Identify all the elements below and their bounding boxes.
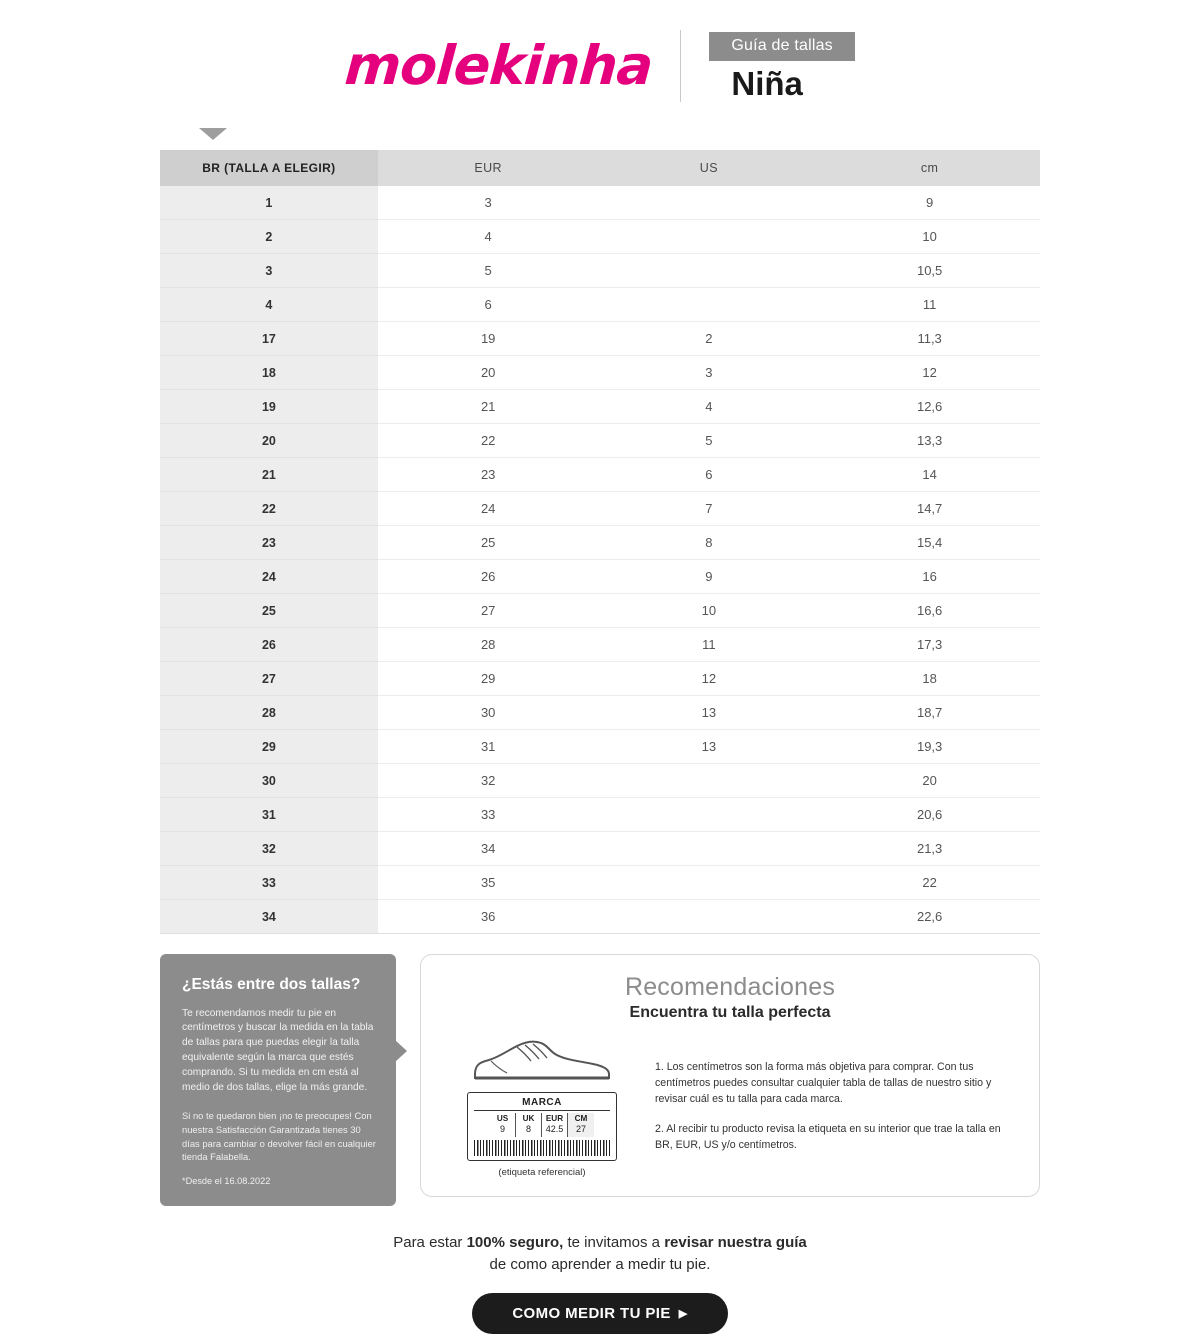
cell-eur: 4 [378,220,599,254]
recommendations-subtitle: Encuentra tu talla perfecta [629,1004,831,1021]
header-divider [680,30,681,102]
cell-us [599,220,820,254]
tag-caption: (etiqueta referencial) [498,1166,586,1178]
footer-line-2: de como aprender a medir tu pie. [489,1256,711,1274]
cell-cm: 14,7 [819,492,1040,526]
size-label-tag [467,1092,617,1161]
cell-cm: 12 [819,356,1040,390]
cell-br: 2 [160,220,378,254]
table-header-eur: EUR [378,150,599,186]
page-title: Niña [731,65,803,102]
cell-cm: 22 [819,866,1040,900]
cell-br: 3 [160,254,378,288]
cell-cm: 16,6 [819,594,1040,628]
card-pointer-icon [395,1040,407,1062]
cell-us [599,832,820,866]
cell-br: 31 [160,798,378,832]
header-title-group [709,32,855,100]
between-sizes-note: Si no te quedaron bien ¡no te preocupes! Con nuestra Satisfacción Garantizada tienes 30 días para cambiar o devolver fácil en cualquier tienda Falabella. [182,1110,376,1163]
cell-br: 23 [160,526,378,560]
brand-logo: molekinha [342,34,655,97]
table-header-br: BR (TALLA A ELEGIR) [160,150,378,186]
cell-cm: 21,3 [819,832,1040,866]
cell-cm: 11,3 [819,322,1040,356]
cell-us: 3 [599,356,820,390]
cell-eur: 21 [378,390,599,424]
table-header-us: US [599,150,820,186]
table-row [160,696,1040,730]
cell-eur: 6 [378,288,599,322]
tag-header-eur: EUR [545,1114,564,1123]
tag-value-eur: 42.5 [545,1124,564,1135]
cell-eur: 30 [378,696,599,730]
cell-cm: 20,6 [819,798,1040,832]
page-header [0,0,1200,102]
cell-eur: 33 [378,798,599,832]
cell-eur: 35 [378,866,599,900]
size-table-wrapper [160,150,1040,934]
cell-us: 4 [599,390,820,424]
cell-us [599,866,820,900]
cell-br: 1 [160,186,378,220]
footer-text-d: revisar nuestra guía [664,1233,807,1251]
footer-line-1 [160,1232,1040,1255]
cell-eur: 36 [378,900,599,934]
cell-cm: 18,7 [819,696,1040,730]
table-row [160,322,1040,356]
cell-eur: 5 [378,254,599,288]
barcode-icon [474,1140,610,1156]
label-illustration [447,1034,637,1178]
table-row [160,390,1040,424]
cell-br: 24 [160,560,378,594]
footer-text-b: 100% seguro, [466,1233,564,1251]
cell-eur: 27 [378,594,599,628]
cell-br: 27 [160,662,378,696]
cell-cm: 15,4 [819,526,1040,560]
cell-eur: 24 [378,492,599,526]
cell-br: 4 [160,288,378,322]
tag-header-us: US [496,1114,509,1123]
table-row [160,866,1040,900]
cell-cm: 12,6 [819,390,1040,424]
cell-us [599,288,820,322]
tag-col-eur [542,1113,568,1137]
chevron-right-icon: ▶ [678,1307,688,1320]
table-row [160,356,1040,390]
cell-cm: 19,3 [819,730,1040,764]
cell-us: 7 [599,492,820,526]
cell-cm: 14 [819,458,1040,492]
table-row [160,662,1040,696]
cell-eur: 23 [378,458,599,492]
tag-value-us: 9 [499,1124,505,1135]
between-sizes-paragraph: Te recomendamos medir tu pie en centímetros y buscar la medida en la tabla de tallas para que puedas elegir la talla equivalente según la marca que estés comprando. Si tu medida en cm está al medio de dos tallas, elige la más grande. [182,1007,374,1093]
tag-value-cm: 27 [575,1124,586,1135]
cell-eur: 22 [378,424,599,458]
cell-br: 34 [160,900,378,934]
table-row [160,798,1040,832]
cell-us [599,254,820,288]
between-sizes-title: ¿Estás entre dos tallas? [182,976,361,993]
tag-header-cm: CM [574,1114,588,1123]
cell-us: 5 [599,424,820,458]
table-pointer [160,128,1040,144]
table-row [160,560,1040,594]
table-row [160,526,1040,560]
cell-br: 19 [160,390,378,424]
cell-eur: 3 [378,186,599,220]
recommendations-card [420,954,1040,1197]
cell-br: 18 [160,356,378,390]
cell-us: 9 [599,560,820,594]
cell-br: 30 [160,764,378,798]
cell-br: 29 [160,730,378,764]
cell-br: 20 [160,424,378,458]
cell-eur: 26 [378,560,599,594]
tag-value-uk: 8 [525,1124,531,1135]
cell-eur: 20 [378,356,599,390]
footer-text-c: te invitamos a [563,1233,665,1251]
recommendation-item-2: 2. Al recibir tu producto revisa la etiqueta en su interior que trae la talla en BR, EUR, US y/o centímetros. [655,1122,1001,1151]
cell-eur: 28 [378,628,599,662]
tag-grid [474,1113,610,1137]
cell-eur: 29 [378,662,599,696]
table-header-cm: cm [819,150,1040,186]
cell-cm: 17,3 [819,628,1040,662]
cell-cm: 13,3 [819,424,1040,458]
cell-us: 10 [599,594,820,628]
table-row [160,288,1040,322]
cell-us [599,764,820,798]
cell-cm: 11 [819,288,1040,322]
between-sizes-card [160,954,396,1206]
cell-cm: 18 [819,662,1040,696]
cell-br: 28 [160,696,378,730]
cell-us [599,900,820,934]
recommendations-title: Recomendaciones [624,973,836,1001]
cell-eur: 32 [378,764,599,798]
tag-col-us [490,1113,516,1137]
how-to-measure-button[interactable] [472,1293,727,1334]
cell-us: 2 [599,322,820,356]
tag-header-uk: UK [522,1114,535,1123]
table-row [160,458,1040,492]
table-row [160,764,1040,798]
table-row [160,594,1040,628]
cell-us [599,798,820,832]
cell-us: 6 [599,458,820,492]
tag-col-uk [516,1113,542,1137]
cell-cm: 20 [819,764,1040,798]
arrow-down-icon [199,128,227,140]
table-row [160,832,1040,866]
cell-br: 17 [160,322,378,356]
info-section [160,954,1040,1206]
table-row [160,492,1040,526]
cell-us [599,186,820,220]
table-row [160,730,1040,764]
table-row [160,186,1040,220]
guide-badge: Guía de tallas [709,32,855,61]
table-row [160,900,1040,934]
cell-eur: 31 [378,730,599,764]
cell-cm: 10,5 [819,254,1040,288]
cell-cm: 9 [819,186,1040,220]
cell-br: 26 [160,628,378,662]
table-header-row [160,150,1040,186]
shoe-icon [467,1034,617,1086]
cell-us: 13 [599,730,820,764]
cell-us: 11 [599,628,820,662]
cell-us: 8 [599,526,820,560]
table-row [160,254,1040,288]
recommendation-item-1: 1. Los centímetros son la forma más objetiva para comprar. Con tus centímetros puedes consultar cualquier tabla de tallas de nuestro sitio y revisar cuál es tu talla para cada marca. [655,1061,992,1105]
cell-us: 13 [599,696,820,730]
cell-eur: 25 [378,526,599,560]
between-sizes-since: *Desde el 16.08.2022 [182,1175,271,1186]
cell-cm: 22,6 [819,900,1040,934]
tag-col-cm [568,1113,594,1137]
size-table [160,150,1040,934]
cell-cm: 10 [819,220,1040,254]
cell-eur: 34 [378,832,599,866]
tag-brand-title: MARCA [474,1097,610,1111]
table-row [160,424,1040,458]
recommendations-text [655,1034,1013,1167]
cell-eur: 19 [378,322,599,356]
cta-label: COMO MEDIR TU PIE [512,1304,671,1322]
cell-br: 21 [160,458,378,492]
cell-br: 25 [160,594,378,628]
table-row [160,220,1040,254]
cell-br: 22 [160,492,378,526]
page-footer [160,1232,1040,1334]
cell-br: 32 [160,832,378,866]
cell-cm: 16 [819,560,1040,594]
cell-br: 33 [160,866,378,900]
table-row [160,628,1040,662]
cell-us: 12 [599,662,820,696]
footer-text-a: Para estar [393,1233,467,1251]
